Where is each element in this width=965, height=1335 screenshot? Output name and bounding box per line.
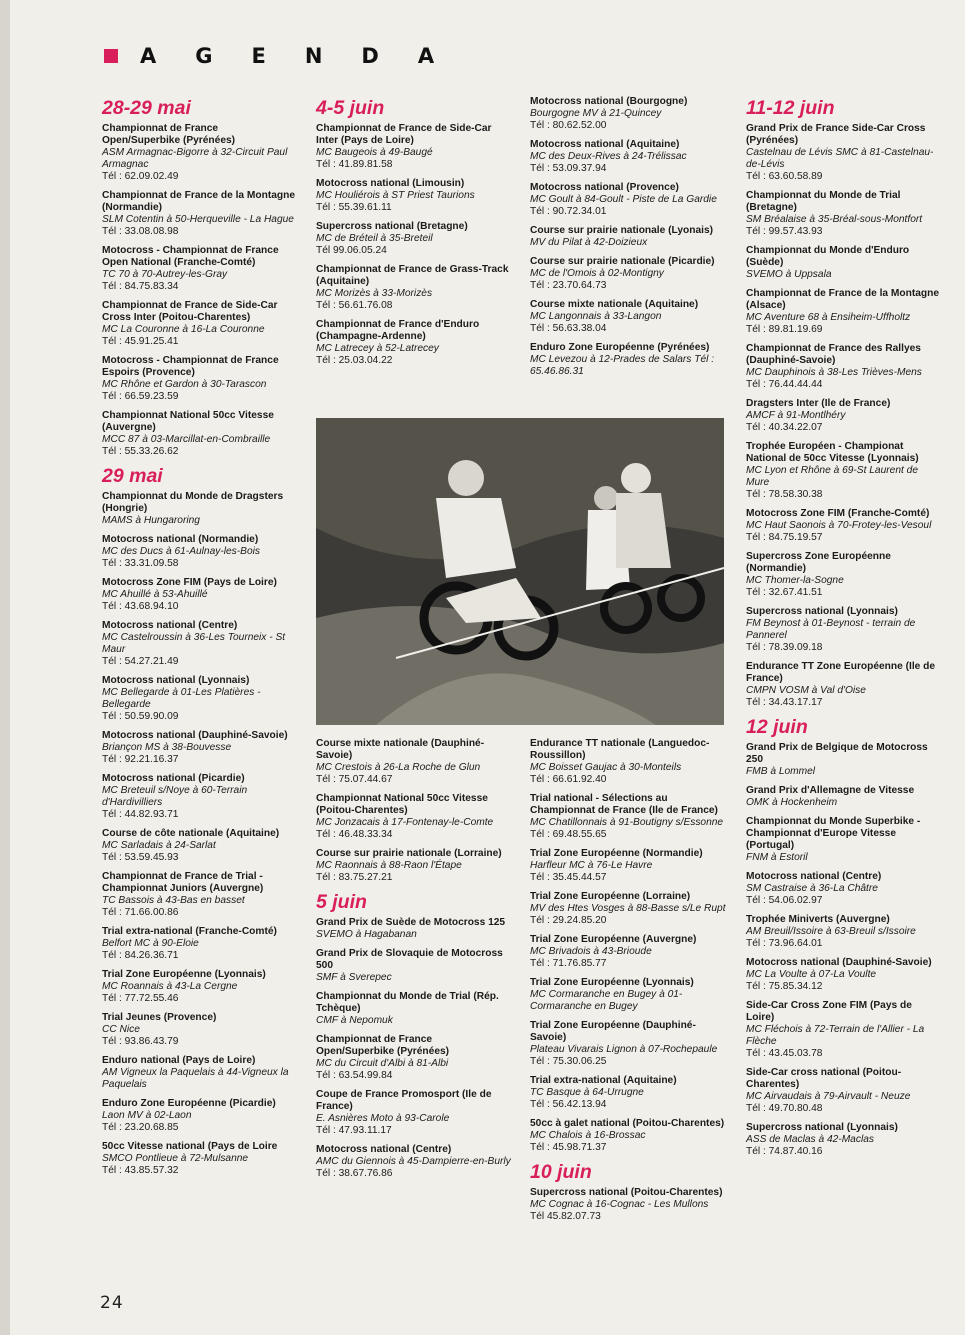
event-title: Trial extra-national (Aquitaine) xyxy=(530,1075,677,1086)
agenda-entry xyxy=(102,245,298,293)
agenda-entry xyxy=(102,491,298,527)
event-phone: Tél : 69.48.55.65 xyxy=(530,829,607,840)
event-title: Championnat du Monde de Dragsters (Hongrie) xyxy=(102,491,284,514)
event-phone: Tél : 41.89.81.58 xyxy=(316,159,393,170)
event-title: Motocross national (Aquitaine) xyxy=(530,139,680,150)
event-title: Course sur prairie nationale (Picardie) xyxy=(530,256,715,267)
agenda-entry xyxy=(530,1075,726,1111)
event-organizer: SLM Cotentin à 50-Herqueville - La Hague xyxy=(102,214,294,225)
event-organizer: AMC du Giennois à 45-Dampierre-en-Burly xyxy=(316,1156,511,1167)
event-organizer: Briançon MS à 38-Bouvesse xyxy=(102,742,232,753)
event-phone: Tél : 75.30.06.25 xyxy=(530,1056,607,1067)
agenda-entry xyxy=(316,917,512,941)
date-heading-10-juin: 10 juin xyxy=(530,1161,592,1183)
agenda-entry xyxy=(746,288,942,336)
event-title: Course mixte nationale (Aquitaine) xyxy=(530,299,699,310)
date-heading-4-5-juin: 4-5 juin xyxy=(316,97,385,119)
event-organizer: MC Airvaudais à 79-Airvault - Neuze xyxy=(746,1091,911,1102)
event-title: Trophée Miniverts (Auvergne) xyxy=(746,914,890,925)
event-phone: Tél : 54.06.02.97 xyxy=(746,895,823,906)
event-organizer: E. Asnières Moto à 93-Carole xyxy=(316,1113,450,1124)
event-title: Championnat National 50cc Vitesse (Auvergne) xyxy=(102,410,274,433)
event-phone: Tél : 78.39.09.18 xyxy=(746,642,823,653)
event-title: Championnat du Monde d'Enduro (Suède) xyxy=(746,245,910,268)
event-organizer: TC Bassois à 43-Bas en basset xyxy=(102,895,245,906)
agenda-entry xyxy=(102,1098,298,1134)
event-title: Grand Prix d'Allemagne de Vitesse xyxy=(746,785,915,796)
agenda-entry xyxy=(316,848,512,884)
agenda-entry xyxy=(746,661,942,709)
agenda-entry xyxy=(530,299,726,335)
agenda-entry xyxy=(102,871,298,919)
agenda-entry xyxy=(530,256,726,292)
agenda-entry xyxy=(530,934,726,970)
event-organizer: MC Dauphinois à 38-Les Trièves-Mens xyxy=(746,367,922,378)
event-title: Endurance TT nationale (Languedoc-Roussillon) xyxy=(530,738,710,761)
date-heading-5-juin: 5 juin xyxy=(316,891,367,913)
agenda-entry xyxy=(316,178,512,214)
event-title: Course mixte nationale (Dauphiné-Savoie) xyxy=(316,738,485,761)
event-organizer: ASS de Maclas à 42-Maclas xyxy=(746,1134,874,1145)
event-organizer: AM Breuil/Issoire à 63-Breuil s/Issoire xyxy=(746,926,916,937)
section-header xyxy=(104,42,524,70)
event-phone: Tél : 63.60.58.89 xyxy=(746,171,823,182)
event-phone: Tél : 25.03.04.22 xyxy=(316,355,393,366)
event-phone: Tél : 56.63.38.04 xyxy=(530,323,607,334)
agenda-entry xyxy=(316,991,512,1027)
event-organizer: FMB à Lommel xyxy=(746,766,816,777)
event-title: Championnat de France Open/Superbike (Pyrénées) xyxy=(102,123,236,146)
event-phone: Tél : 38.67.76.86 xyxy=(316,1168,393,1179)
event-phone: Tél : 92.21.16.37 xyxy=(102,754,179,765)
agenda-entry xyxy=(316,319,512,367)
event-phone: Tél : 45.98.71.37 xyxy=(530,1142,607,1153)
agenda-entry xyxy=(746,742,942,778)
event-organizer: MC Sarladais à 24-Sarlat xyxy=(102,840,216,851)
event-title: Championnat de France de Grass-Track (Aquitaine) xyxy=(316,264,509,287)
event-title: Championnat de France de Side-Car Cross Inter (Poitou-Charentes) xyxy=(102,300,278,323)
agenda-entry xyxy=(102,675,298,723)
event-phone: Tél : 93.86.43.79 xyxy=(102,1036,179,1047)
agenda-entry xyxy=(530,182,726,218)
agenda-entry xyxy=(746,871,942,907)
event-organizer: MC Langonnais à 33-Langon xyxy=(530,311,662,322)
agenda-entry xyxy=(316,948,512,984)
event-organizer: MC La Couronne à 16-La Couronne xyxy=(102,324,265,335)
event-title: Supercross national (Bretagne) xyxy=(316,221,468,232)
event-organizer: MC Jonzacais à 17-Fontenay-le-Comte xyxy=(316,817,494,828)
event-phone: Tél : 89.81.19.69 xyxy=(746,324,823,335)
event-title: Motocross national (Dauphiné-Savoie) xyxy=(102,730,288,741)
agenda-entry xyxy=(102,828,298,864)
event-organizer: TC Basque à 64-Urrugne xyxy=(530,1087,644,1098)
event-phone: Tél : 99.57.43.93 xyxy=(746,226,823,237)
event-title: 50cc Vitesse national (Pays de Loire xyxy=(102,1141,278,1152)
event-organizer: SMCO Pontlieue à 72-Mulsanne xyxy=(102,1153,249,1164)
photo-illustration xyxy=(316,418,724,725)
page-title: AGENDA xyxy=(140,44,474,68)
agenda-entry xyxy=(102,730,298,766)
event-phone: Tél : 33.31.09.58 xyxy=(102,558,179,569)
event-title: Supercross national (Lyonnais) xyxy=(746,1122,898,1133)
event-title: Trial national - Sélections au Championnat de France (Ile de France) xyxy=(530,793,718,816)
event-phone: Tél 45.82.07.73 xyxy=(530,1211,601,1222)
event-organizer: MC Raonnais à 88-Raon l'Étape xyxy=(316,860,462,871)
event-phone: Tél : 40.34.22.07 xyxy=(746,422,823,433)
event-title: Motocross national (Provence) xyxy=(530,182,679,193)
agenda-entry xyxy=(746,123,942,183)
event-title: Side-Car cross national (Poitou-Charentes) xyxy=(746,1067,902,1090)
event-organizer: AM Vigneux la Paquelais à 44-Vigneux la Paquelais xyxy=(102,1067,289,1090)
agenda-entry xyxy=(316,738,512,786)
event-organizer: MC du Circuit d'Albi à 81-Albi xyxy=(316,1058,449,1069)
agenda-entry xyxy=(746,816,942,864)
header-square-marker xyxy=(104,49,118,63)
event-organizer: CC Nice xyxy=(102,1024,140,1035)
agenda-entry xyxy=(102,577,298,613)
event-phone: Tél : 47.93.11.17 xyxy=(316,1125,392,1136)
agenda-entry xyxy=(102,534,298,570)
event-organizer: MV du Pilat à 42-Doizieux xyxy=(530,237,648,248)
agenda-entry xyxy=(316,221,512,257)
event-phone: Tél : 56.42.13.94 xyxy=(530,1099,607,1110)
motocross-riders-photo xyxy=(316,418,724,725)
event-organizer: MC Roannais à 43-La Cergne xyxy=(102,981,238,992)
agenda-entry xyxy=(530,225,726,249)
event-organizer: MC Aventure 68 à Ensiheim-Uffholtz xyxy=(746,312,911,323)
event-title: Motocross national (Limousin) xyxy=(316,178,465,189)
event-organizer: CMPN VOSM à Val d'Oise xyxy=(746,685,866,696)
event-title: Trial extra-national (Franche-Comté) xyxy=(102,926,277,937)
event-title: Grand Prix de Belgique de Motocross 250 xyxy=(746,742,928,765)
agenda-entry xyxy=(746,245,942,281)
agenda-entry xyxy=(746,551,942,599)
event-phone: Tél 99.06.05.24 xyxy=(316,245,387,256)
agenda-entry xyxy=(530,139,726,175)
event-title: Supercross Zone Européenne (Normandie) xyxy=(746,551,891,574)
event-title: Motocross national (Centre) xyxy=(316,1144,452,1155)
agenda-entry xyxy=(530,891,726,927)
event-organizer: CMF à Nepomuk xyxy=(316,1015,393,1026)
event-title: Trial Zone Européenne (Lyonnais) xyxy=(530,977,694,988)
event-title: 50cc à galet national (Poitou-Charentes) xyxy=(530,1118,725,1129)
event-phone: Tél : 66.59.23.59 xyxy=(102,391,179,402)
event-phone: Tél : 84.75.83.34 xyxy=(102,281,179,292)
agenda-entry xyxy=(102,926,298,962)
agenda-entry xyxy=(102,410,298,458)
event-organizer: MC Castelroussin à 36-Les Tourneix - St Maur xyxy=(102,632,286,655)
event-phone: Tél : 54.27.21.49 xyxy=(102,656,179,667)
event-phone: Tél : 77.72.55.46 xyxy=(102,993,179,1004)
event-phone: Tél : 34.43.17.17 xyxy=(746,697,823,708)
event-title: Supercross national (Poitou-Charentes) xyxy=(530,1187,723,1198)
agenda-entry xyxy=(746,914,942,950)
agenda-column-2-bottom xyxy=(316,738,512,1187)
event-title: Trial Zone Européenne (Lyonnais) xyxy=(102,969,266,980)
agenda-entry xyxy=(102,190,298,238)
event-organizer: Bourgogne MV à 21-Quincey xyxy=(530,108,662,119)
agenda-entry xyxy=(746,190,942,238)
event-title: Motocross national (Normandie) xyxy=(102,534,259,545)
event-organizer: TC 70 à 70-Autrey-les-Gray xyxy=(102,269,228,280)
event-organizer: MAMS à Hungaroring xyxy=(102,515,200,526)
event-organizer: MC Ahuillé à 53-Ahuillé xyxy=(102,589,208,600)
agenda-entry xyxy=(530,738,726,786)
event-organizer: MC Houliérois à ST Priest Taurions xyxy=(316,190,475,201)
agenda-entry xyxy=(746,343,942,391)
agenda-entry xyxy=(530,977,726,1013)
event-organizer: MCC 87 à 03-Marcillat-en-Combraille xyxy=(102,434,271,445)
event-title: Motocross national (Bourgogne) xyxy=(530,96,688,107)
date-heading-28-29-mai: 28-29 mai xyxy=(102,97,191,119)
event-phone: Tél : 35.45.44.57 xyxy=(530,872,607,883)
event-phone: Tél : 66.61.92.40 xyxy=(530,774,607,785)
agenda-entry xyxy=(102,1141,298,1177)
event-phone: Tél : 90.72.34.01 xyxy=(530,206,607,217)
agenda-entry xyxy=(316,1089,512,1137)
event-organizer: MC Cormaranche en Bugey à 01-Cormaranche en Bugey xyxy=(530,989,683,1012)
event-phone: Tél : 78.58.30.38 xyxy=(746,489,823,500)
event-organizer: Castelnau de Lévis SMC à 81-Castelnau-de-Lévis xyxy=(746,147,934,170)
event-organizer: MC des Ducs à 61-Aulnay-les-Bois xyxy=(102,546,260,557)
event-title: Motocross national (Centre) xyxy=(102,620,238,631)
agenda-entry xyxy=(746,1000,942,1060)
event-phone: Tél : 43.68.94.10 xyxy=(102,601,179,612)
event-organizer: MC Goult à 84-Goult - Piste de La Gardie xyxy=(530,194,717,205)
event-phone: Tél : 50.59.90.09 xyxy=(102,711,179,722)
agenda-column-4 xyxy=(746,94,942,1165)
agenda-column-3-top xyxy=(530,96,726,385)
event-organizer: SVEMO à Hagabanan xyxy=(316,929,417,940)
event-phone: Tél : 23.70.64.73 xyxy=(530,280,607,291)
event-phone: Tél : 83.75.27.21 xyxy=(316,872,393,883)
agenda-entry xyxy=(102,300,298,348)
event-title: Coupe de France Promosport (Ile de France) xyxy=(316,1089,492,1112)
event-phone: Tél : 73.96.64.01 xyxy=(746,938,823,949)
event-phone: Tél : 46.48.33.34 xyxy=(316,829,393,840)
event-title: Trophée Européen - Championat National de 50cc Vitesse (Lyonnais) xyxy=(746,441,919,464)
agenda-entry xyxy=(530,96,726,132)
event-title: Side-Car Cross Zone FIM (Pays de Loire) xyxy=(746,1000,912,1023)
event-title: Grand Prix de Suède de Motocross 125 xyxy=(316,917,506,928)
event-title: Motocross national (Centre) xyxy=(746,871,882,882)
event-organizer: OMK à Hockenheim xyxy=(746,797,838,808)
event-title: Championnat de France de Trial - Championnat Juniors (Auvergne) xyxy=(102,871,264,894)
event-phone: Tél : 75.07.44.67 xyxy=(316,774,393,785)
event-title: Supercross national (Lyonnais) xyxy=(746,606,898,617)
event-title: Dragsters Inter (Ile de France) xyxy=(746,398,891,409)
event-phone: Tél : 43.85.57.32 xyxy=(102,1165,179,1176)
event-organizer: MC La Voulte à 07-La Voulte xyxy=(746,969,877,980)
event-title: Trial Zone Européenne (Normandie) xyxy=(530,848,703,859)
event-title: Motocross - Championnat de France Open National (Franche-Comté) xyxy=(102,245,279,268)
agenda-entry xyxy=(102,1055,298,1091)
date-heading-11-12-juin: 11-12 juin xyxy=(746,97,835,119)
event-organizer: Laon MV à 02-Laon xyxy=(102,1110,192,1121)
event-organizer: MC Levezou à 12-Prades de Salars Tél : 65.46.86.31 xyxy=(530,354,715,377)
event-organizer: MC Morizès à 33-Morizès xyxy=(316,288,433,299)
event-phone: Tél : 71.66.00.86 xyxy=(102,907,179,918)
event-title: Championnat du Monde de Trial (Rép. Tchèque) xyxy=(316,991,499,1014)
event-title: Grand Prix de Slovaquie de Motocross 500 xyxy=(316,948,503,971)
event-title: Trial Jeunes (Provence) xyxy=(102,1012,217,1023)
event-phone: Tél : 76.44.44.44 xyxy=(746,379,823,390)
event-organizer: MC Fléchois à 72-Terrain de l'Allier - La Flèche xyxy=(746,1024,925,1047)
event-title: Championnat de France de la Montagne (Alsace) xyxy=(746,288,940,311)
agenda-entry xyxy=(746,441,942,501)
date-heading-29-mai: 29 mai xyxy=(102,465,163,487)
agenda-entry xyxy=(530,793,726,841)
event-title: Course sur prairie nationale (Lorraine) xyxy=(316,848,502,859)
event-title: Grand Prix de France Side-Car Cross (Pyrénées) xyxy=(746,123,926,146)
event-phone: Tél : 55.33.26.62 xyxy=(102,446,179,457)
event-phone: Tél : 62.09.02.49 xyxy=(102,171,179,182)
event-title: Championnat du Monde de Trial (Bretagne) xyxy=(746,190,901,213)
event-title: Course de côte nationale (Aquitaine) xyxy=(102,828,280,839)
agenda-entry xyxy=(746,606,942,654)
event-organizer: SMF à Sverepec xyxy=(316,972,392,983)
event-title: Enduro Zone Européenne (Picardie) xyxy=(102,1098,276,1109)
event-organizer: ASM Armagnac-Bigorre à 32-Circuit Paul Armagnac xyxy=(102,147,288,170)
event-title: Championnat de France de Side-Car Inter (Pays de Loire) xyxy=(316,123,492,146)
event-organizer: Harfleur MC à 76-Le Havre xyxy=(530,860,653,871)
event-phone: Tél : 71.76.85.77 xyxy=(530,958,607,969)
event-organizer: MC Baugeois à 49-Baugé xyxy=(316,147,433,158)
event-phone: Tél : 43.45.03.78 xyxy=(746,1048,823,1059)
event-phone: Tél : 75.85.34.12 xyxy=(746,981,823,992)
agenda-entry xyxy=(746,1122,942,1158)
event-organizer: MC Lyon et Rhône à 69-St Laurent de Mure xyxy=(746,465,918,488)
event-organizer: MC Latrecey à 52-Latrecey xyxy=(316,343,439,354)
event-organizer: SM Bréalaise à 35-Bréal-sous-Montfort xyxy=(746,214,923,225)
event-organizer: Belfort MC à 90-Eloie xyxy=(102,938,199,949)
event-title: Motocross national (Lyonnais) xyxy=(102,675,250,686)
event-organizer: MV des Htes Vosges à 88-Basse s/Le Rupt xyxy=(530,903,726,914)
event-organizer: SVEMO à Uppsala xyxy=(746,269,832,280)
event-phone: Tél : 55.39.61.11 xyxy=(316,202,392,213)
agenda-entry xyxy=(102,355,298,403)
event-organizer: MC Chalois à 16-Brossac xyxy=(530,1130,646,1141)
agenda-entry xyxy=(530,342,726,378)
event-phone: Tél : 56.61.76.08 xyxy=(316,300,393,311)
event-title: Trial Zone Européenne (Lorraine) xyxy=(530,891,691,902)
agenda-entry xyxy=(102,969,298,1005)
event-title: Motocross - Championnat de France Espoirs (Provence) xyxy=(102,355,279,378)
agenda-entry xyxy=(746,785,942,809)
event-organizer: FNM à Estoril xyxy=(746,852,808,863)
event-organizer: FM Beynost à 01-Beynost - terrain de Pannerel xyxy=(746,618,916,641)
event-organizer: MC Boisset Gaujac à 30-Monteils xyxy=(530,762,682,773)
event-organizer: MC Cognac à 16-Cognac - Les Mullons xyxy=(530,1199,709,1210)
page-edge xyxy=(0,0,10,1335)
event-phone: Tél : 45.91.25.41 xyxy=(102,336,179,347)
event-phone: Tél : 80.62.52.00 xyxy=(530,120,607,131)
event-title: Championnat National 50cc Vitesse (Poitou-Charentes) xyxy=(316,793,488,816)
agenda-entry xyxy=(102,123,298,183)
event-organizer: MC Breteuil s/Noye à 60-Terrain d'Hardivilliers xyxy=(102,785,248,808)
agenda-entry xyxy=(102,1012,298,1048)
event-organizer: MC Brivadois à 43-Brioude xyxy=(530,946,652,957)
agenda-column-2-top xyxy=(316,94,512,374)
event-title: Motocross national (Dauphiné-Savoie) xyxy=(746,957,932,968)
event-phone: Tél : 23.20.68.85 xyxy=(102,1122,179,1133)
event-organizer: MC de l'Omois à 02-Montigny xyxy=(530,268,664,279)
event-organizer: MC Thomer-la-Sogne xyxy=(746,575,844,586)
agenda-entry xyxy=(316,793,512,841)
agenda-column-3-bottom xyxy=(530,738,726,1230)
event-phone: Tél : 29.24.85.20 xyxy=(530,915,607,926)
event-organizer: MC Chatillonnais à 91-Boutigny s/Essonne xyxy=(530,817,724,828)
event-title: Enduro national (Pays de Loire) xyxy=(102,1055,256,1066)
event-title: Trial Zone Européenne (Dauphiné-Savoie) xyxy=(530,1020,696,1043)
agenda-entry xyxy=(530,1187,726,1223)
event-phone: Tél : 32.67.41.51 xyxy=(746,587,823,598)
agenda-entry xyxy=(530,1118,726,1154)
event-phone: Tél : 74.87.40.16 xyxy=(746,1146,823,1157)
agenda-entry xyxy=(746,508,942,544)
event-phone: Tél : 84.26.36.71 xyxy=(102,950,179,961)
event-phone: Tél : 63.54.99.84 xyxy=(316,1070,393,1081)
event-phone: Tél : 53.59.45.93 xyxy=(102,852,179,863)
event-title: Championnat du Monde Superbike - Championnat d'Europe Vitesse (Portugal) xyxy=(746,816,921,851)
event-organizer: AMCF à 91-Montlhéry xyxy=(746,410,846,421)
event-phone: Tél : 33.08.08.98 xyxy=(102,226,179,237)
page-number: 24 xyxy=(100,1293,124,1313)
event-title: Motocross Zone FIM (Franche-Comté) xyxy=(746,508,930,519)
agenda-entry xyxy=(530,848,726,884)
event-title: Course sur prairie nationale (Lyonais) xyxy=(530,225,714,236)
event-organizer: SM Castraise à 36-La Châtre xyxy=(746,883,878,894)
agenda-entry xyxy=(316,264,512,312)
date-heading-12-juin: 12 juin xyxy=(746,716,808,738)
agenda-entry xyxy=(746,398,942,434)
event-organizer: Plateau Vivarais Lignon à 07-Rochepaule xyxy=(530,1044,718,1055)
event-organizer: MC des Deux-Rives à 24-Trélissac xyxy=(530,151,687,162)
agenda-entry xyxy=(746,1067,942,1115)
agenda-entry xyxy=(746,957,942,993)
event-title: Enduro Zone Européenne (Pyrénées) xyxy=(530,342,710,353)
event-organizer: MC Haut Saonois à 70-Frotey-les-Vesoul xyxy=(746,520,932,531)
event-phone: Tél : 49.70.80.48 xyxy=(746,1103,823,1114)
agenda-column-1 xyxy=(102,94,298,1184)
agenda-entry xyxy=(316,1144,512,1180)
event-title: Championnat de France Open/Superbike (Pyrénées) xyxy=(316,1034,450,1057)
event-title: Endurance TT Zone Européenne (Ile de France) xyxy=(746,661,936,684)
event-phone: Tél : 53.09.37.94 xyxy=(530,163,607,174)
event-title: Trial Zone Européenne (Auvergne) xyxy=(530,934,697,945)
event-organizer: MC de Bréteil à 35-Breteil xyxy=(316,233,433,244)
agenda-entry xyxy=(102,773,298,821)
event-title: Championnat de France d'Enduro (Champagne-Ardenne) xyxy=(316,319,480,342)
agenda-entry xyxy=(316,1034,512,1082)
event-title: Motocross national (Picardie) xyxy=(102,773,245,784)
event-title: Championnat de France des Rallyes (Dauphiné-Savoie) xyxy=(746,343,921,366)
event-organizer: MC Bellegarde à 01-Les Platières - Bellegarde xyxy=(102,687,261,710)
event-phone: Tél : 84.75.19.57 xyxy=(746,532,823,543)
agenda-entry xyxy=(102,620,298,668)
agenda-entry xyxy=(530,1020,726,1068)
event-organizer: MC Crestois à 26-La Roche de Glun xyxy=(316,762,481,773)
event-title: Championnat de France de la Montagne (Normandie) xyxy=(102,190,296,213)
event-organizer: MC Rhône et Gardon à 30-Tarascon xyxy=(102,379,267,390)
agenda-entry xyxy=(316,123,512,171)
event-phone: Tél : 44.82.93.71 xyxy=(102,809,179,820)
event-title: Motocross Zone FIM (Pays de Loire) xyxy=(102,577,277,588)
